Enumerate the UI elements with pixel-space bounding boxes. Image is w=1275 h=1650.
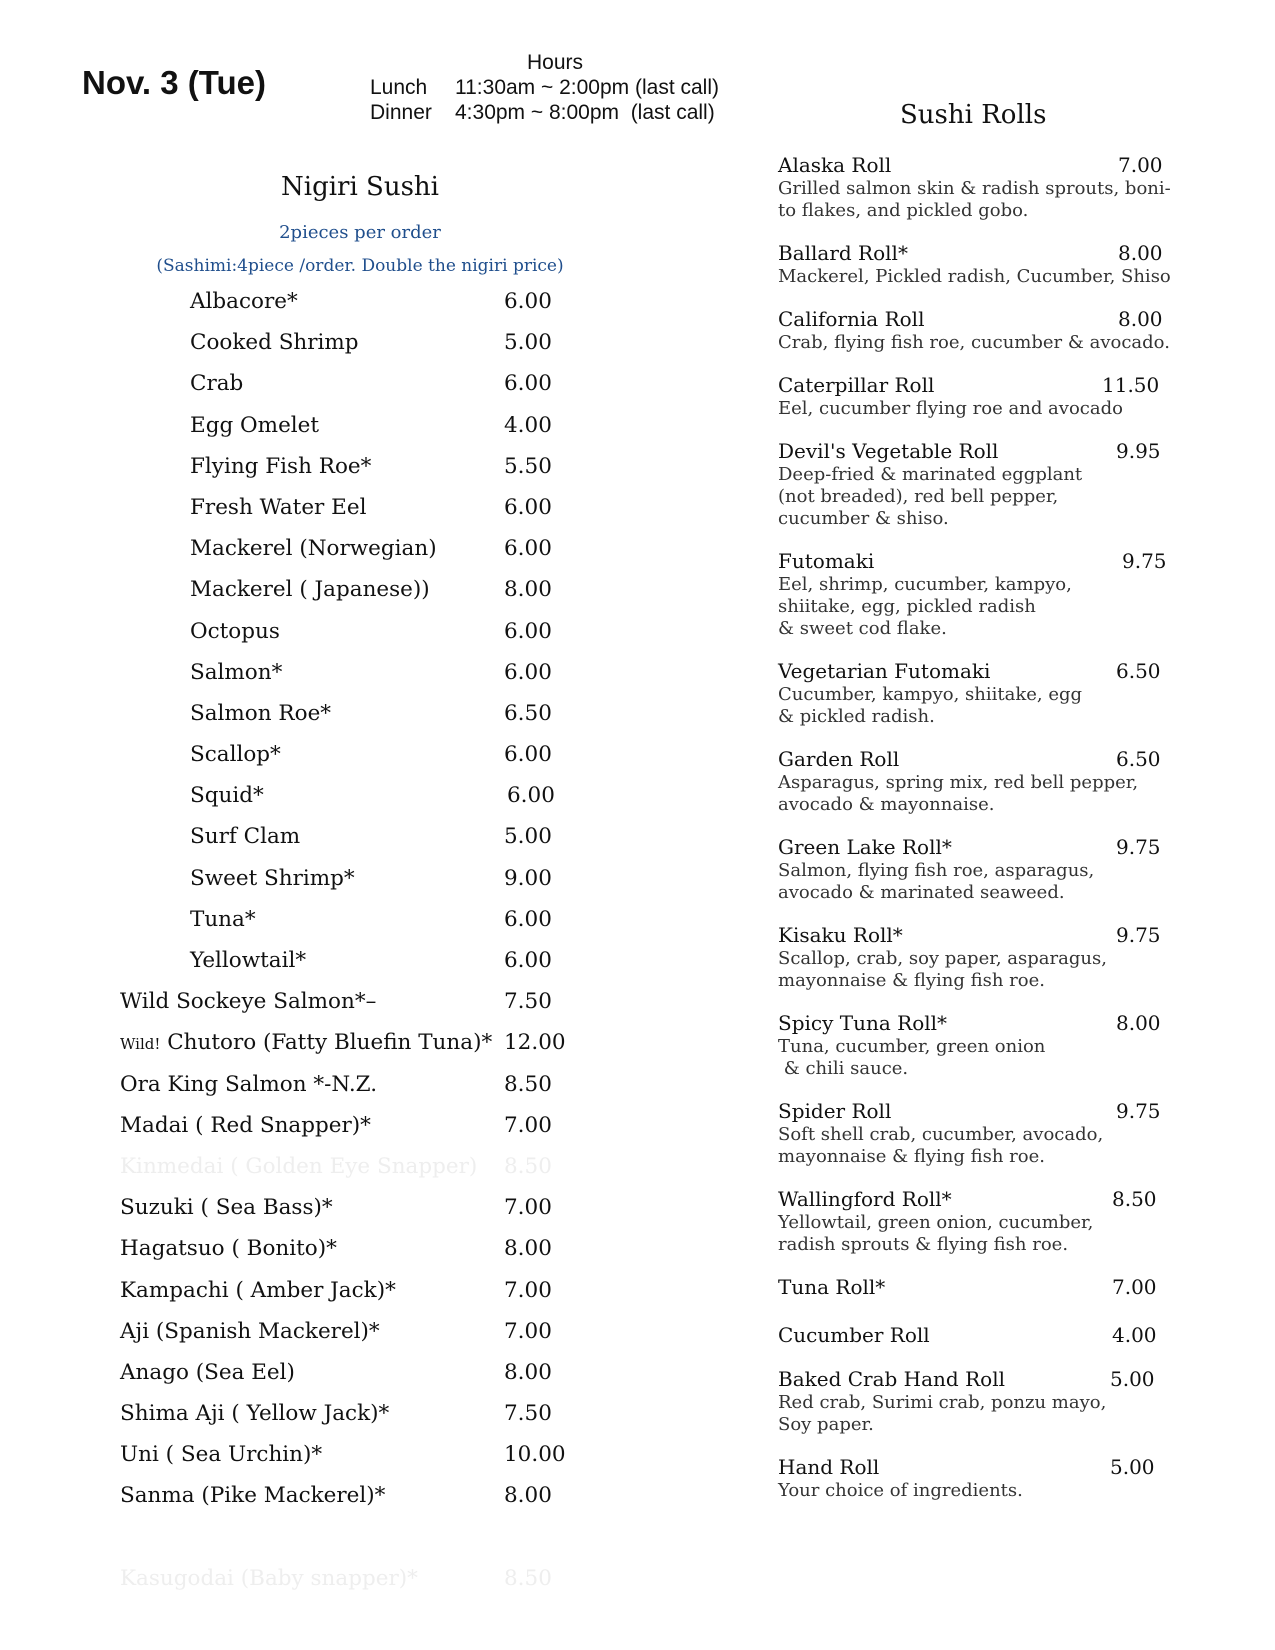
nigiri-item-name: Albacore* (190, 289, 298, 314)
roll-description: mayonnaise & flying fish roe. (778, 970, 1045, 991)
nigiri-special-name: Aji (Spanish Mackerel)* (120, 1318, 380, 1344)
nigiri-special-name: Uni ( Sea Urchin)* (120, 1442, 323, 1468)
nigiri-special-price: 7.00 (504, 1195, 552, 1221)
nigiri-item-price: 8.00 (504, 577, 552, 603)
nigiri-special-price: 7.00 (504, 1277, 552, 1303)
roll-price: 4.00 (1112, 1323, 1157, 1347)
roll-description: Asparagus, spring mix, red bell pepper, (778, 772, 1139, 793)
nigiri-item-price: 6.00 (504, 494, 552, 520)
roll-item (778, 1274, 1198, 1300)
nigiri-special-price: 8.50 (504, 1071, 552, 1097)
nigiri-item-price: 6.50 (504, 700, 552, 726)
roll-name: Green Lake Roll* (778, 835, 952, 859)
roll-price: 5.00 (1110, 1367, 1155, 1391)
nigiri-item (0, 407, 740, 448)
nigiri-item-name: Squid* (190, 783, 264, 809)
dinner-hours: 4:30pm ~ 8:00pm (last call) (455, 101, 715, 124)
nigiri-special-name: Ora King Salmon *-N.Z. (120, 1071, 378, 1097)
roll-description: Mackerel, Pickled radish, Cucumber, Shiso (778, 266, 1171, 287)
roll-item (778, 746, 1198, 816)
nigiri-special-name (120, 1030, 492, 1055)
nigiri-item-name: Salmon Roe* (190, 700, 332, 726)
roll-name: Spider Roll (778, 1099, 892, 1123)
nigiri-special-label: Chutoro (Fatty Bluefin Tuna)* (167, 1030, 493, 1056)
nigiri-special-item (0, 1354, 740, 1395)
roll-item (778, 548, 1198, 640)
nigiri-item (0, 365, 740, 406)
roll-name: Tuna Roll* (778, 1275, 886, 1299)
nigiri-list (0, 283, 740, 1601)
nigiri-note-pieces: 2pieces per order (279, 222, 441, 243)
roll-price: 6.50 (1116, 747, 1161, 771)
roll-price: 6.50 (1116, 659, 1161, 683)
roll-description: Deep-fried & marinated eggplant (778, 464, 1083, 485)
dinner-label: Dinner (370, 101, 432, 124)
nigiri-special-name: Kinmedai ( Golden Eye Snapper) (120, 1153, 478, 1179)
nigiri-item (0, 818, 740, 859)
roll-item (778, 658, 1198, 728)
roll-description: Cucumber, kampyo, shiitake, egg (778, 684, 1083, 705)
roll-price: 7.00 (1118, 153, 1163, 177)
nigiri-item-price: 6.00 (504, 536, 552, 562)
nigiri-special-item (0, 1395, 740, 1436)
nigiri-special-price: 7.50 (504, 1401, 552, 1427)
roll-price: 8.50 (1112, 1187, 1157, 1211)
roll-name: Vegetarian Futomaki (778, 659, 991, 683)
roll-item (778, 1366, 1198, 1436)
roll-item (778, 834, 1198, 904)
rolls-title: Sushi Rolls (900, 100, 1047, 130)
roll-name: Garden Roll (778, 747, 900, 771)
roll-name: Cucumber Roll (778, 1323, 930, 1347)
roll-description: cucumber & shiso. (778, 508, 949, 529)
roll-description: & pickled radish. (778, 706, 935, 727)
nigiri-item-price: 6.00 (504, 618, 552, 644)
nigiri-special-item (0, 1313, 740, 1354)
hours-title: Hours (526, 51, 584, 74)
lunch-label: Lunch (370, 76, 428, 99)
nigiri-item-price: 6.00 (507, 783, 555, 809)
roll-description: Soft shell crab, cucumber, avocado, (778, 1124, 1104, 1145)
nigiri-item-price: 9.00 (504, 865, 552, 891)
nigiri-special-item (0, 1272, 740, 1313)
nigiri-note-sashimi: (Sashimi:4piece /order. Double the nigiri price) (156, 256, 564, 276)
roll-description: (not breaded), red bell pepper, (778, 486, 1059, 507)
roll-price: 7.00 (1112, 1275, 1157, 1299)
nigiri-special-price: 7.00 (504, 1112, 552, 1138)
roll-name: Baked Crab Hand Roll (778, 1367, 1005, 1391)
nigiri-special-item (0, 1066, 740, 1107)
nigiri-special-item (0, 1148, 740, 1189)
roll-item (778, 152, 1198, 222)
nigiri-item (0, 530, 740, 571)
roll-item (778, 438, 1198, 530)
nigiri-special-name: Hagatsuo ( Bonito)* (120, 1236, 337, 1262)
nigiri-item-price: 6.00 (504, 371, 552, 397)
nigiri-special-item (0, 1107, 740, 1148)
roll-description: Scallop, crab, soy paper, asparagus, (778, 948, 1107, 969)
nigiri-item (0, 324, 740, 365)
roll-price: 9.75 (1116, 923, 1161, 947)
nigiri-special-name: Kampachi ( Amber Jack)* (120, 1277, 396, 1303)
roll-item (778, 372, 1198, 420)
nigiri-special-price: 7.00 (504, 1318, 552, 1344)
nigiri-special-prefix: Wild! (120, 1035, 161, 1054)
roll-name: Spicy Tuna Roll* (778, 1011, 948, 1035)
nigiri-special-item (0, 1230, 740, 1271)
roll-description: Crab, flying fish roe, cucumber & avocado. (778, 332, 1170, 353)
roll-description: Tuna, cucumber, green onion (778, 1036, 1046, 1057)
nigiri-item-price: 5.00 (504, 330, 552, 356)
nigiri-item (0, 860, 740, 901)
roll-name: Caterpillar Roll (778, 373, 935, 397)
roll-price: 8.00 (1118, 241, 1163, 265)
nigiri-special-price: 8.00 (504, 1483, 552, 1509)
nigiri-item (0, 283, 740, 324)
nigiri-item (0, 489, 740, 530)
nigiri-item-price: 6.00 (504, 742, 552, 768)
nigiri-item-name: Scallop* (190, 742, 281, 768)
nigiri-special-price: 12.00 (504, 1030, 566, 1056)
nigiri-item (0, 736, 740, 777)
roll-description: Yellowtail, green onion, cucumber, (778, 1212, 1094, 1233)
nigiri-item (0, 613, 740, 654)
roll-description: & chili sauce. (778, 1058, 909, 1079)
roll-description: & sweet cod flake. (778, 618, 947, 639)
nigiri-item-name: Yellowtail* (190, 948, 307, 973)
nigiri-item-price: 5.50 (504, 453, 552, 479)
roll-item (778, 240, 1198, 288)
roll-name: Ballard Roll* (778, 241, 908, 265)
lunch-hours: 11:30am ~ 2:00pm (last call) (455, 76, 719, 99)
roll-name: Kisaku Roll* (778, 923, 903, 947)
nigiri-item-name: Fresh Water Eel (190, 494, 367, 520)
nigiri-special-name: Shima Aji ( Yellow Jack)* (120, 1401, 390, 1427)
nigiri-item-name: Sweet Shrimp* (190, 865, 355, 891)
roll-name: Devil's Vegetable Roll (778, 439, 999, 463)
nigiri-item-name: Mackerel (Norwegian) (190, 536, 437, 562)
nigiri-special-item (0, 1024, 740, 1065)
nigiri-special-price: 10.00 (504, 1442, 566, 1468)
nigiri-item (0, 942, 740, 983)
nigiri-item-name: Egg Omelet (190, 412, 320, 438)
roll-item (778, 1186, 1198, 1256)
roll-description: Salmon, flying fish roe, asparagus, (778, 860, 1095, 881)
nigiri-special-name: Wild Sockeye Salmon*– (120, 989, 377, 1015)
roll-description: Grilled salmon skin & radish sprouts, boni- (778, 178, 1171, 199)
menu-date: Nov. 3 (Tue) (82, 64, 266, 101)
hours-lunch (370, 75, 760, 100)
nigiri-special-item (0, 1519, 740, 1560)
roll-item (778, 1098, 1198, 1168)
roll-price: 8.00 (1116, 1011, 1161, 1035)
roll-price: 9.75 (1116, 1099, 1161, 1123)
roll-description: shiitake, egg, pickled radish (778, 596, 1036, 617)
roll-name: Hand Roll (778, 1455, 880, 1479)
roll-description: to flakes, and pickled gobo. (778, 200, 1029, 221)
hours-dinner (370, 100, 760, 125)
roll-price: 9.75 (1116, 835, 1161, 859)
nigiri-item (0, 654, 740, 695)
nigiri-item-name: Octopus (190, 618, 280, 644)
nigiri-item (0, 571, 740, 612)
nigiri-special-name: Anago (Sea Eel) (120, 1359, 295, 1385)
roll-description: Eel, shrimp, cucumber, kampyo, (778, 574, 1072, 595)
roll-item (778, 306, 1198, 354)
roll-name: Alaska Roll (778, 153, 892, 177)
nigiri-item-price: 5.00 (504, 824, 552, 850)
nigiri-special-price: 8.00 (504, 1359, 552, 1385)
roll-description: Soy paper. (778, 1414, 874, 1435)
roll-description: mayonnaise & flying fish roe. (778, 1146, 1045, 1167)
nigiri-special-item (0, 1560, 740, 1601)
nigiri-item-price: 6.00 (504, 948, 552, 973)
nigiri-special-price: 7.50 (504, 989, 552, 1015)
roll-description: avocado & mayonnaise. (778, 794, 995, 815)
nigiri-special-price: 8.50 (504, 1153, 552, 1179)
roll-price: 9.75 (1122, 549, 1167, 573)
nigiri-special-price: 8.00 (504, 1236, 552, 1262)
roll-name: California Roll (778, 307, 925, 331)
nigiri-item (0, 448, 740, 489)
roll-description: Eel, cucumber flying roe and avocado (778, 398, 1123, 419)
nigiri-item-price: 6.00 (504, 659, 552, 685)
roll-description: Red crab, Surimi crab, ponzu mayo, (778, 1392, 1107, 1413)
nigiri-item-name: Flying Fish Roe* (190, 453, 372, 479)
roll-item (778, 922, 1198, 992)
roll-item (778, 1010, 1198, 1080)
nigiri-item-name: Surf Clam (190, 824, 301, 850)
roll-item (778, 1454, 1198, 1502)
roll-item (778, 1322, 1198, 1348)
nigiri-item-name: Cooked Shrimp (190, 330, 359, 356)
roll-price: 5.00 (1110, 1455, 1155, 1479)
nigiri-item-price: 6.00 (504, 289, 552, 314)
roll-description: radish sprouts & flying fish roe. (778, 1234, 1069, 1255)
nigiri-item-name: Salmon* (190, 659, 283, 685)
nigiri-item-name: Mackerel ( Japanese)) (190, 577, 430, 603)
hours-block (370, 50, 760, 125)
roll-price: 8.00 (1118, 307, 1163, 331)
roll-name: Wallingford Roll* (778, 1187, 952, 1211)
nigiri-special-name: Suzuki ( Sea Bass)* (120, 1195, 333, 1221)
roll-name: Futomaki (778, 549, 875, 573)
roll-description: avocado & marinated seaweed. (778, 882, 1065, 903)
nigiri-special-item (0, 1436, 740, 1477)
nigiri-item-name: Crab (190, 371, 244, 397)
nigiri-item (0, 695, 740, 736)
nigiri-special-item (0, 1477, 740, 1518)
nigiri-item-price: 4.00 (504, 412, 552, 438)
nigiri-item-price: 6.00 (504, 906, 552, 932)
nigiri-item (0, 901, 740, 942)
nigiri-special-price: 8.50 (504, 1565, 552, 1591)
rolls-list (778, 152, 1198, 1502)
nigiri-special-name: Madai ( Red Snapper)* (120, 1112, 371, 1138)
nigiri-item-name: Tuna* (190, 906, 256, 932)
nigiri-item (0, 777, 740, 818)
roll-price: 9.95 (1116, 439, 1161, 463)
nigiri-special-name: Kasugodai (Baby snapper)* (120, 1565, 418, 1591)
roll-description: Your choice of ingredients. (778, 1480, 1023, 1501)
nigiri-special-name: Sanma (Pike Mackerel)* (120, 1483, 386, 1509)
nigiri-title: Nigiri Sushi (281, 172, 439, 202)
nigiri-special-item (0, 983, 740, 1024)
roll-price: 11.50 (1102, 373, 1160, 397)
nigiri-special-item (0, 1189, 740, 1230)
